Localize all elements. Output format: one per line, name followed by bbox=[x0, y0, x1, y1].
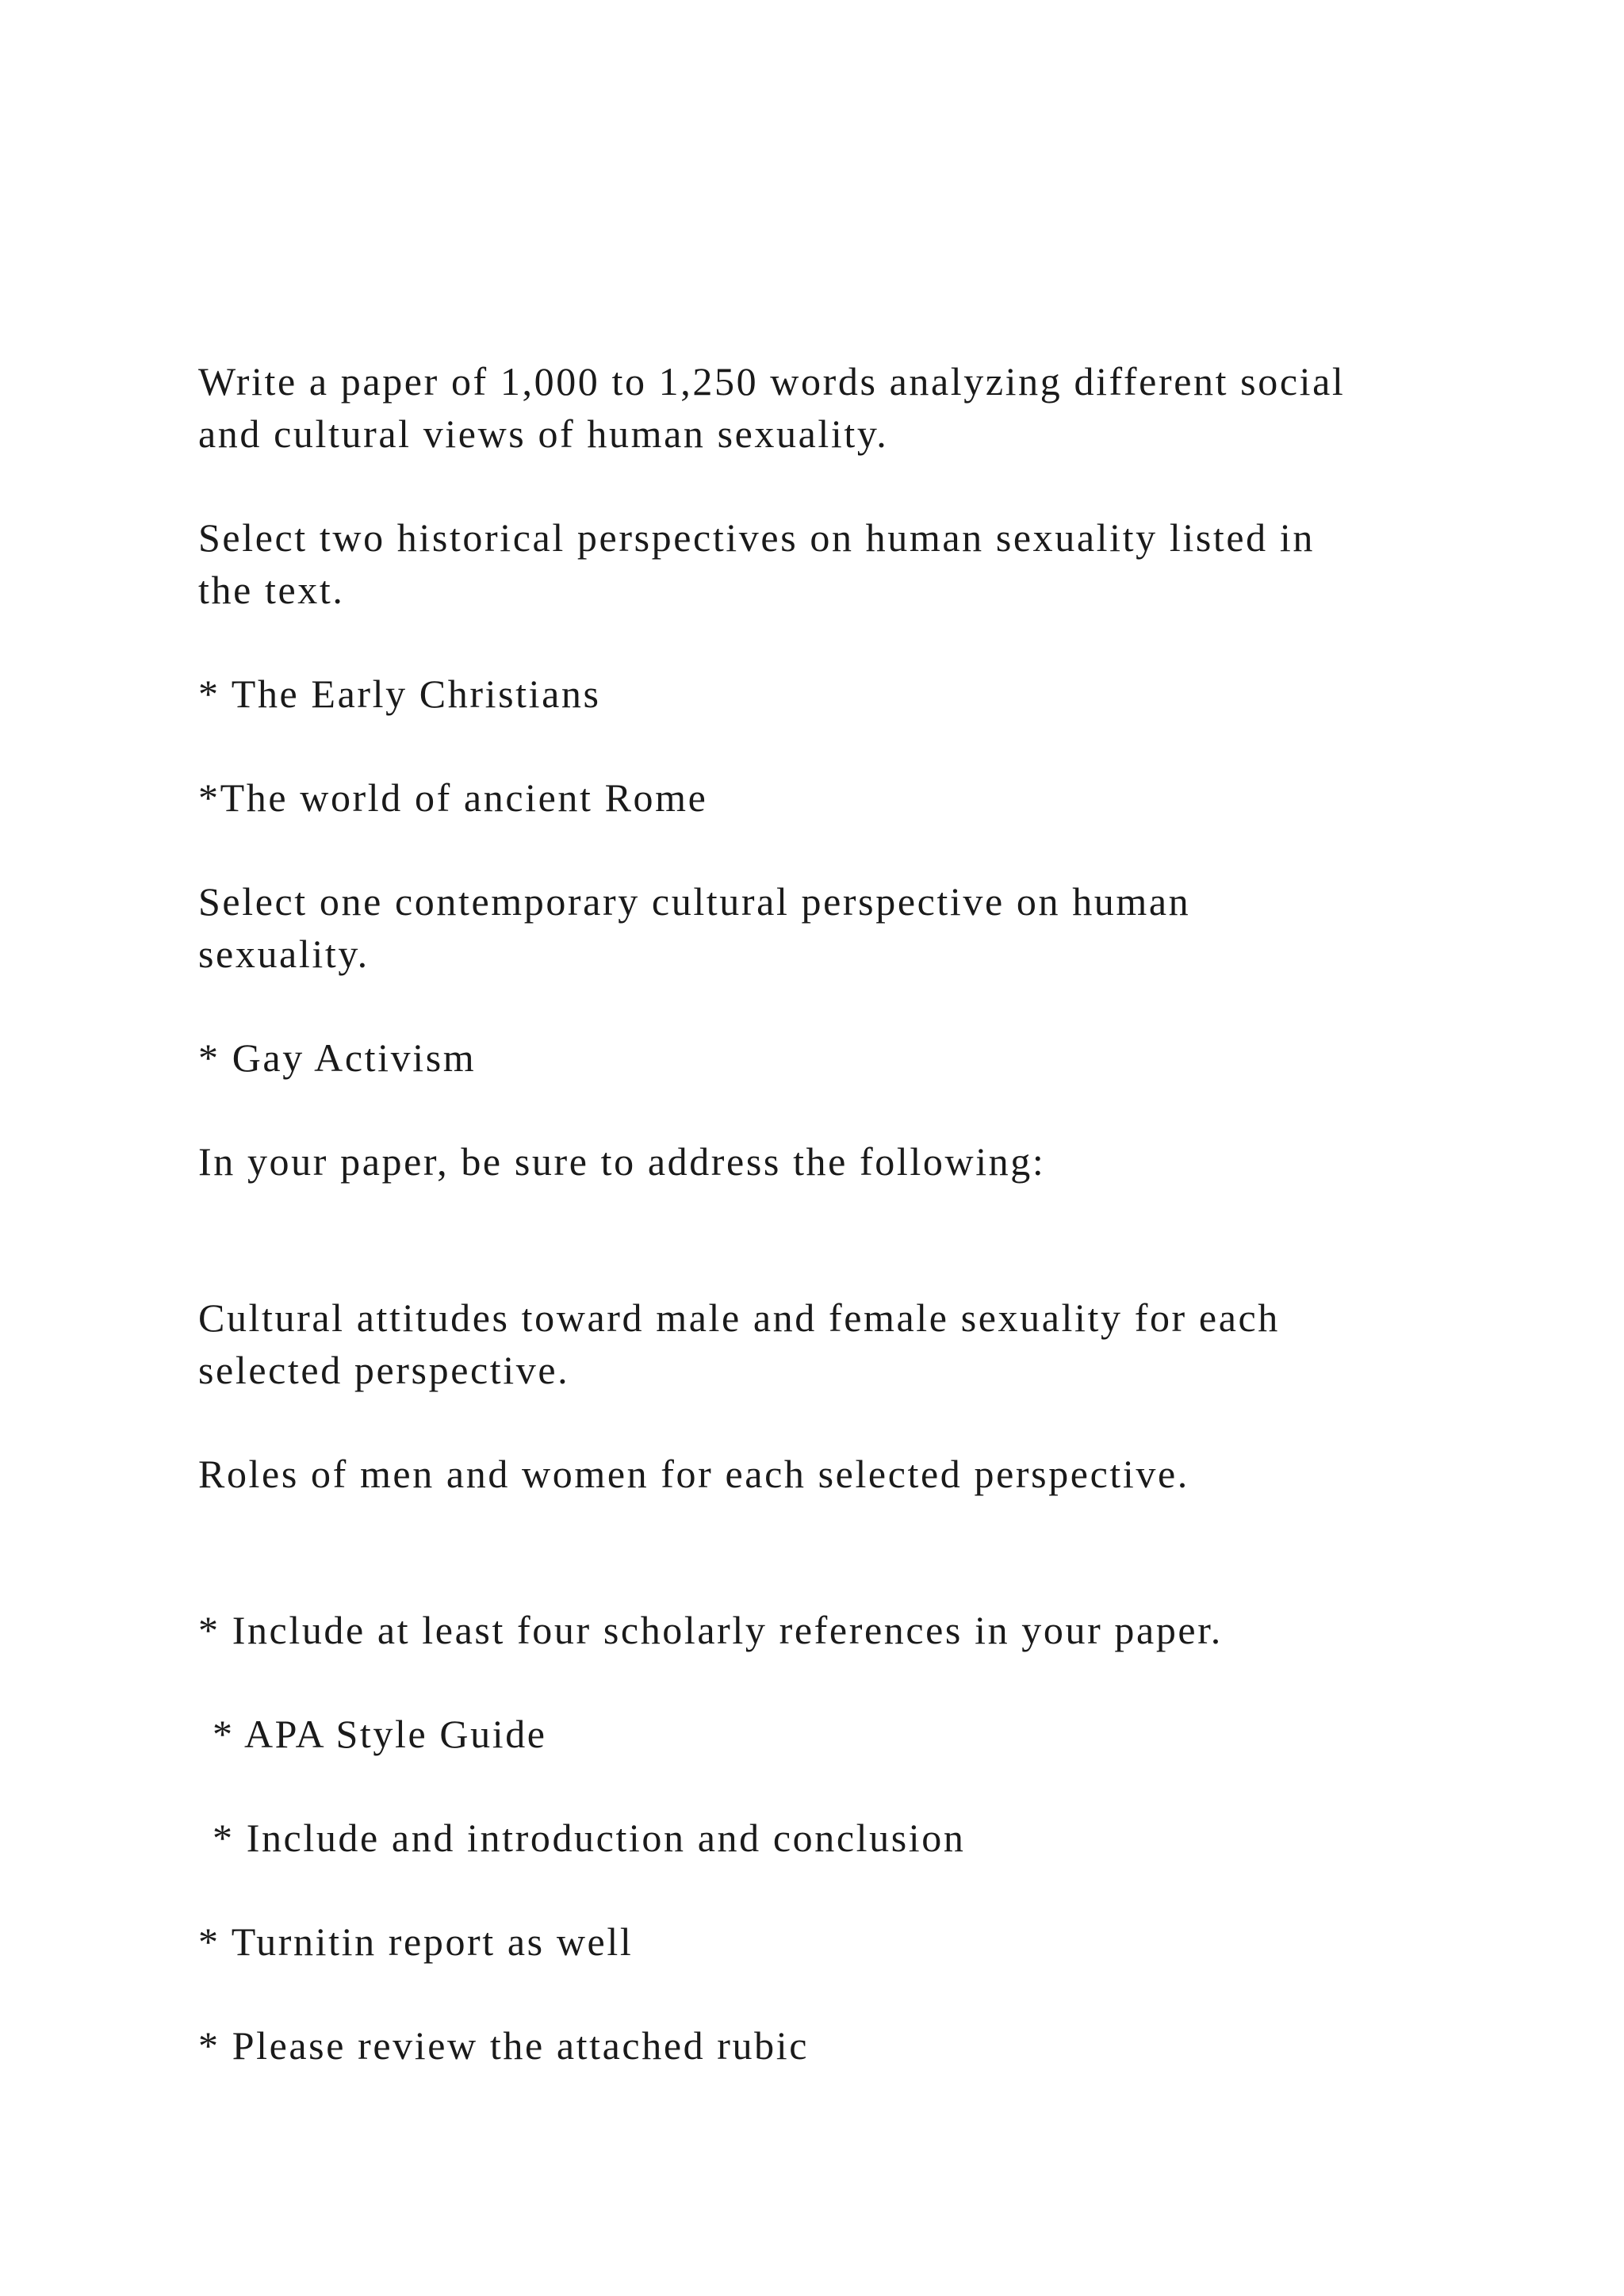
contemporary-prompt-line-2: sexuality. bbox=[198, 932, 370, 976]
address-point-attitudes-line-2: selected perspective. bbox=[198, 1348, 570, 1392]
requirement-apa-style: * APA Style Guide bbox=[213, 1712, 547, 1756]
requirement-rubric: * Please review the attached rubic bbox=[198, 2023, 810, 2068]
address-point-attitudes-line-1: Cultural attitudes toward male and female sexuality for each bbox=[198, 1295, 1280, 1340]
requirement-references: * Include at least four scholarly references in your paper. bbox=[198, 1608, 1223, 1652]
historical-prompt-line-2: the text. bbox=[198, 568, 345, 612]
requirement-intro-conclusion: * Include and introduction and conclusion bbox=[213, 1816, 966, 1860]
contemporary-item-gay-activism: * Gay Activism bbox=[198, 1035, 477, 1080]
requirement-turnitin: * Turnitin report as well bbox=[198, 1919, 634, 1964]
historical-prompt-line-1: Select two historical perspectives on human sexuality listed in bbox=[198, 515, 1315, 560]
address-prompt: In your paper, be sure to address the following: bbox=[198, 1139, 1046, 1184]
historical-item-early-christians: * The Early Christians bbox=[198, 672, 601, 716]
intro-line-2: and cultural views of human sexuality. bbox=[198, 411, 889, 456]
intro-line-1: Write a paper of 1,000 to 1,250 words analyzing different social bbox=[198, 359, 1346, 404]
contemporary-prompt-line-1: Select one contemporary cultural perspective on human bbox=[198, 879, 1191, 924]
historical-item-ancient-rome: *The world of ancient Rome bbox=[198, 775, 708, 820]
address-point-roles: Roles of men and women for each selected perspective. bbox=[198, 1452, 1189, 1496]
